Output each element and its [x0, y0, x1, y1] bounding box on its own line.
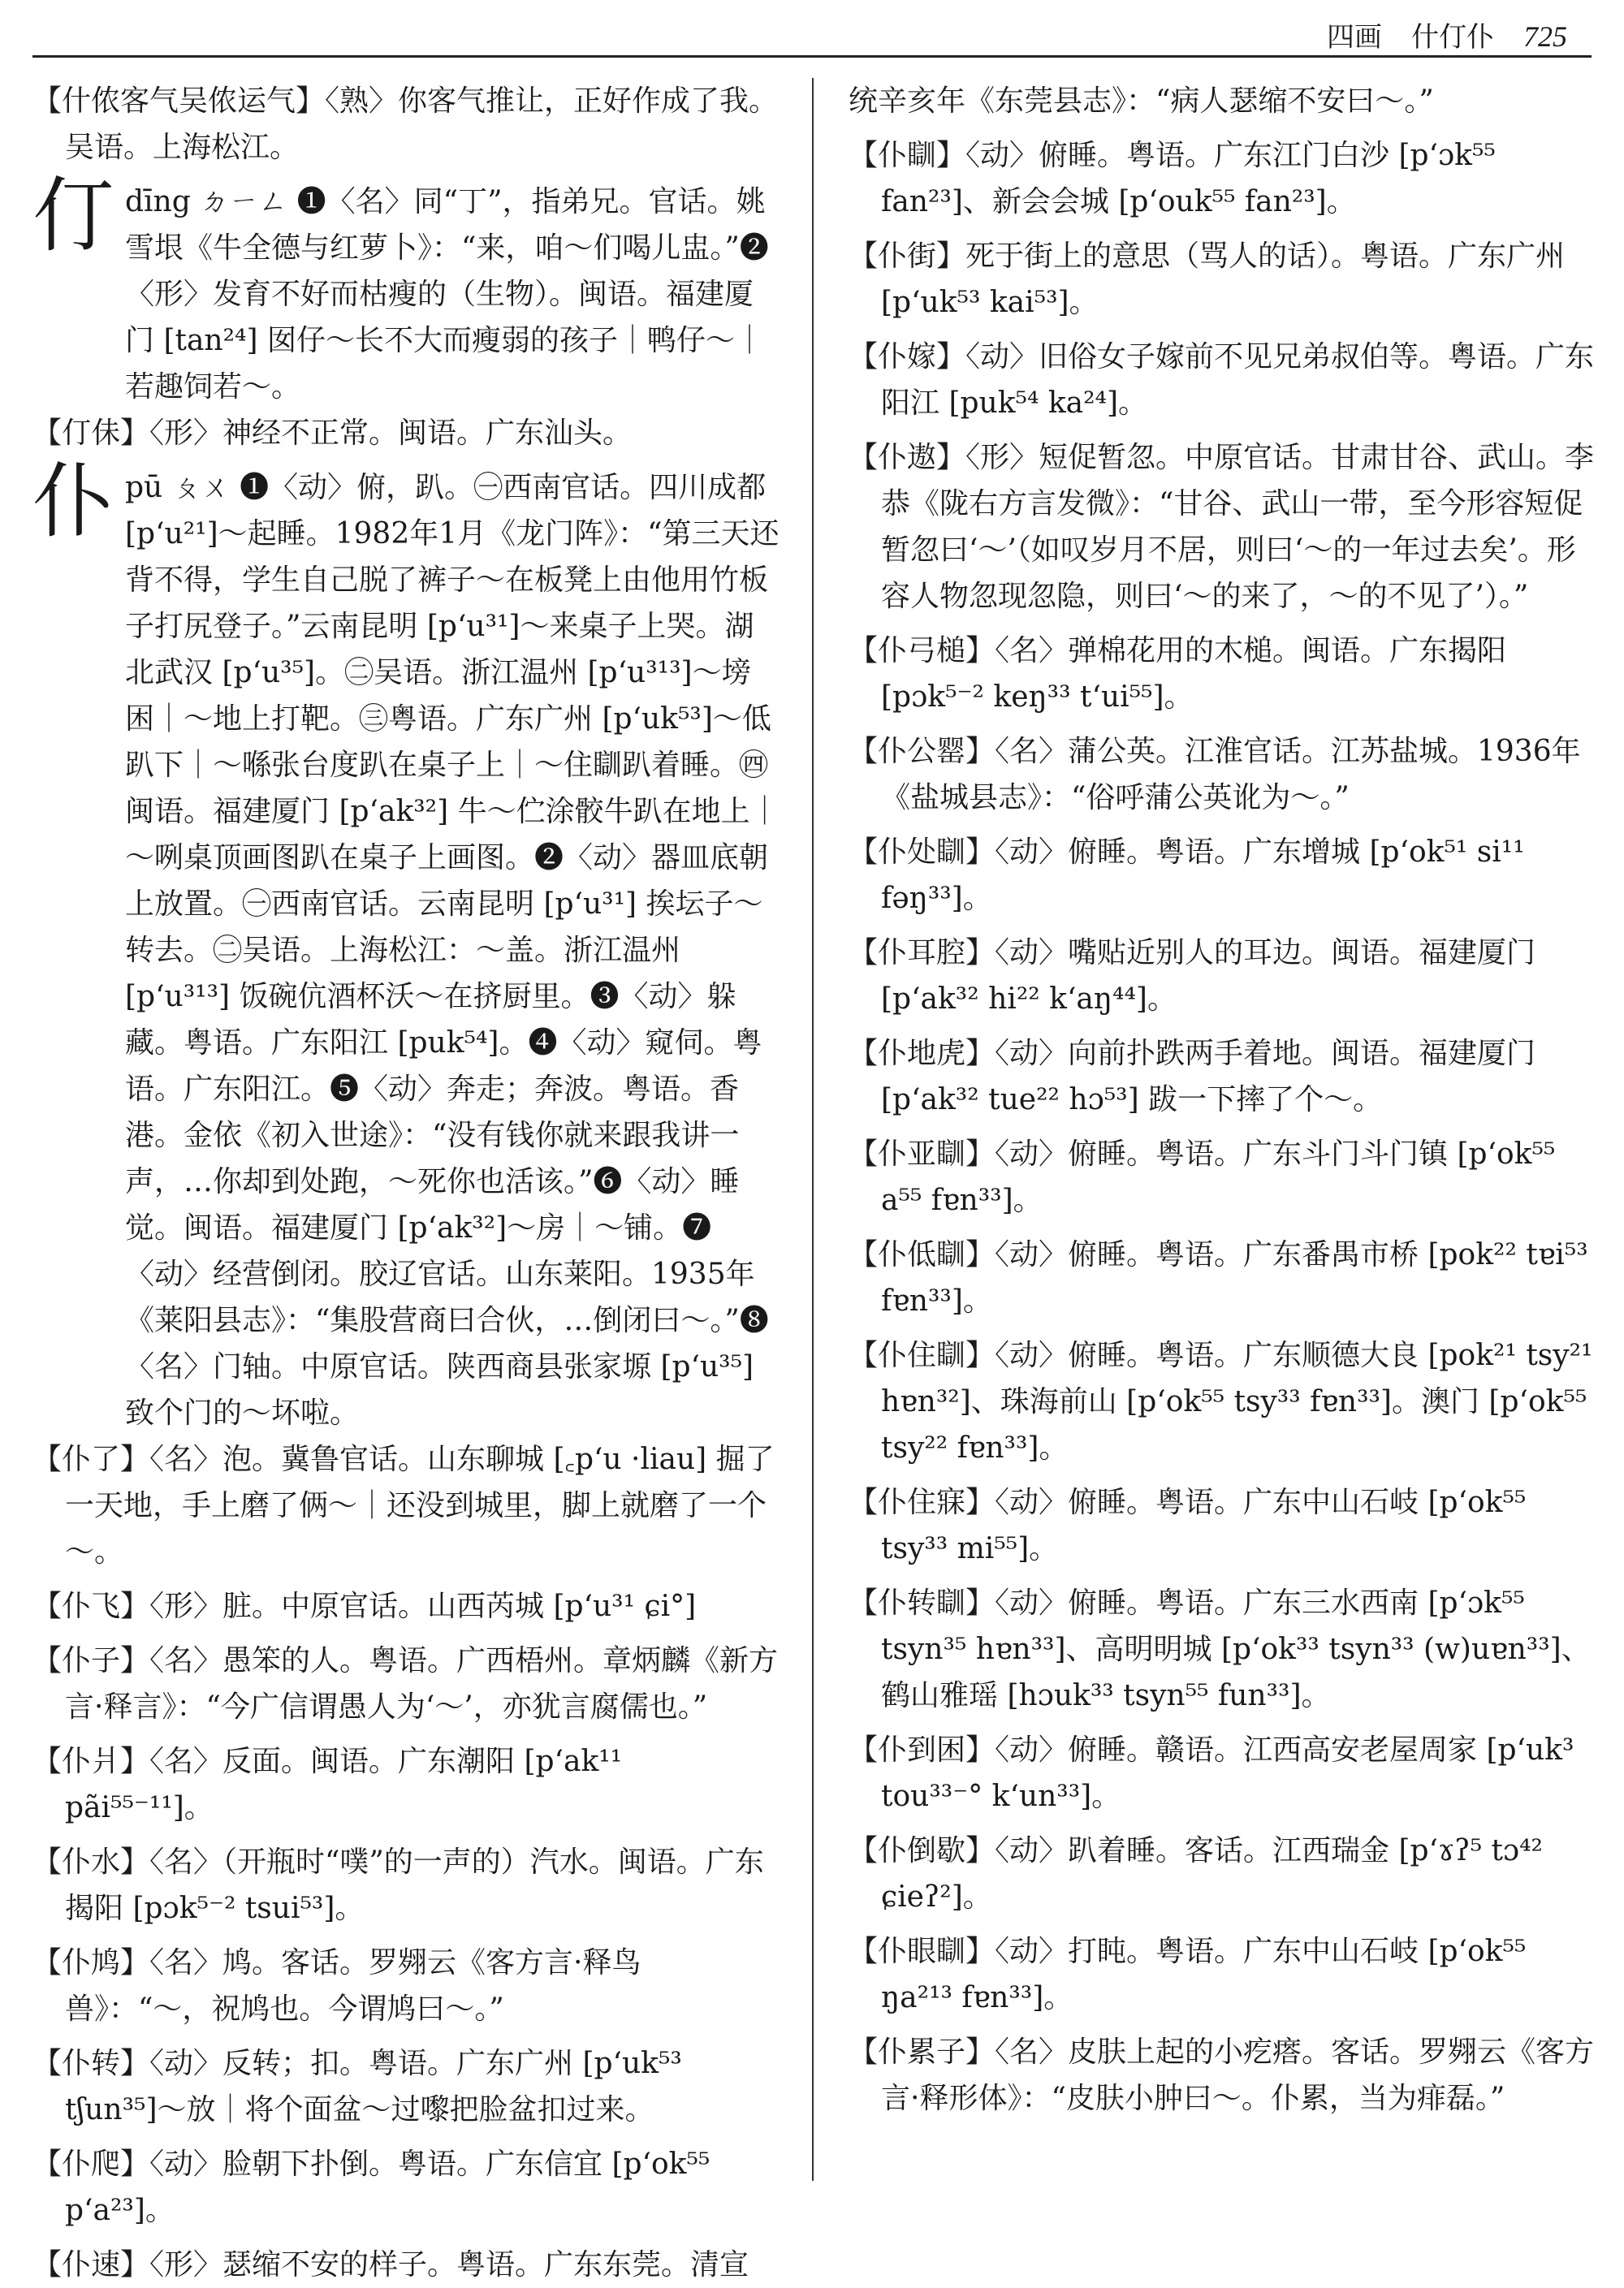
entry: 【仆了】〈名〉泡。冀鲁官话。山东聊城 [꜀pʻu ·liau] 掘了一天地，手上磨了俩～｜还没到城里，脚上就磨了一个～。 — [32, 1443, 775, 1569]
entry: 【仆累子】〈名〉皮肤上起的小疙瘩。客话。罗翙云《客方言·释形体》：“皮肤小肿曰～。仆累，当为痱磊。” — [849, 2035, 1595, 2115]
header-chars: 什仃仆 — [1411, 21, 1494, 54]
page-header — [1327, 15, 1567, 54]
entry: 【什侬客气吴侬运气】〈熟〉你客气推让，正好作成了我。吴语。上海松江。 — [32, 84, 779, 164]
entry: 【仆速】〈形〉瑟缩不安的样子。粤语。广东东莞。清宣 — [32, 2248, 749, 2282]
definition: dīng ㄉㄧㄥ ❶〈名〉同“丁”，指弟兄。官话。姚雪垠《牛全德与红萝卜》：“来，咱～们喝儿盅。”❷〈形〉发育不好而枯瘦的（生物）。闽语。福建厦门 [tan²⁴] 囡仔～长不大而瘦弱的孩子｜鸭仔～｜若趣饲若～。 — [125, 185, 769, 404]
entry: 【仆飞】〈形〉脏。中原官话。山西芮城 [pʻu³¹ ɕi°] — [32, 1590, 697, 1623]
entry: 【仆亚瞓】〈动〉俯睡。粤语。广东斗门斗门镇 [pʻok⁵⁵ a⁵⁵ fɐn³³]。 — [849, 1138, 1556, 1217]
entry: 【仆倒歇】〈动〉趴着睡。客话。江西瑞金 [pʻɤʔ⁵ tɔ⁴² ɕieʔ²]。 — [849, 1834, 1543, 1914]
entry: 【仆子】〈名〉愚笨的人。粤语。广西梧州。章炳麟《新方言·释言》：“今广信谓愚人为‘～’，亦犹言腐儒也。” — [32, 1644, 779, 1724]
entry: 【仆遨】〈形〉短促暂忽。中原官话。甘肃甘谷、武山。李恭《陇右方言发微》：“甘谷、武山一带，至今形容短促暂忽曰‘～’（如叹岁月不居，则曰‘～的一年过去矣’。形容人物忽现忽隐，则曰‘～的来了，～的不见了’）。” — [849, 441, 1595, 613]
entry: 【仆转】〈动〉反转；扣。粤语。广东广州 [pʻuk⁵³ tʃun³⁵]～放｜将个面盆～过嚟把脸盆扣过来。 — [32, 2047, 682, 2126]
section-label: 四画 — [1327, 21, 1382, 54]
entry: 【仆耳腔】〈动〉嘴贴近别人的耳边。闽语。福建厦门 [pʻak³² hi²² kʻaŋ⁴⁴]。 — [849, 936, 1536, 1016]
entry: 【仆鸠】〈名〉鸠。客话。罗翙云《客方言·释鸟兽》：“～，祝鸠也。今谓鸠曰～。” — [32, 1946, 641, 2026]
page-number: 725 — [1523, 20, 1567, 53]
headword-block — [32, 168, 780, 410]
entry: 【仆爬】〈动〉脸朝下扑倒。粤语。广东信宜 [pʻok⁵⁵ pʻa²³]。 — [32, 2148, 710, 2227]
headword-char: 仃 — [32, 168, 114, 263]
definition: pū ㄆㄨ ❶〈动〉俯，趴。㊀西南官话。四川成都 [pʻu²¹]～起睡。1982年1月《龙门阵》：“第三天还背不得，学生自己脱了裤子～在板凳上由他用竹板子打尻登子。”云南昆明 [pʻu³¹]～来桌子上哭。湖北武汉 [pʻu³⁵]。㊁吴语。浙江温州 [pʻu³¹³]～塝困｜～地上打靶。㊂粤语。广东广州 [pʻuk⁵³]～低趴下｜～喺张台度趴在桌子上｜～住瞓趴着睡。㊃闽语。福建厦门 [pʻak³²] 牛～伫涂骹牛趴在地上｜～咧桌顶画图趴在桌子上画图。❷〈动〉器皿底朝上放置。㊀西南官话。云南昆明 [pʻu³¹] 挨坛子～转去。㊁吴语。上海松江：～盖。浙江温州 [pʻu³¹³] 饭碗伉酒杯沃～在挤厨里。❸〈动〉躲藏。粤语。广东阳江 [puk⁵⁴]。❹〈动〉窥伺。粤语。广东阳江。❺〈动〉奔走；奔波。粤语。香港。金依《初入世途》：“没有钱你就来跟我讲一声，…你却到处跑，～死你也活该。”❻〈动〉睡觉。闽语。福建厦门 [pʻak³²]～房｜～铺。❼〈动〉经营倒闭。胶辽官话。山东莱阳。1935年《莱阳县志》：“集股营商曰合伙，…倒闭曰～。”❽〈名〉门轴。中原官话。陕西商县张家塬 [pʻu³⁵] 致个门的～坏啦。 — [125, 471, 780, 1430]
entry: 【仆公罂】〈名〉蒲公英。江淮官话。江苏盐城。1936年《盐城县志》：“俗呼蒲公英讹为～。” — [849, 735, 1581, 814]
entry: 【仃佅】〈形〉神经不正常。闽语。广东汕头。 — [32, 417, 633, 450]
entry: 【仆低瞓】〈动〉俯睡。粤语。广东番禺市桥 [pok²² tɐi⁵³ fɐn³³]。 — [849, 1238, 1588, 1318]
entry: 【仆水】〈名〉（开瓶时“噗”的一声的）汽水。闽语。广东揭阳 [pɔk⁵⁻² tsui⁵³]。 — [32, 1846, 764, 1925]
entry: 【仆住寐】〈动〉俯睡。粤语。广东中山石岐 [pʻok⁵⁵ tsy³³ mi⁵⁵]。 — [849, 1486, 1527, 1565]
headword-block — [32, 454, 780, 1436]
column-divider — [812, 78, 814, 2181]
entry: 【仆眼瞓】〈动〉打盹。粤语。广东中山石岐 [pʻok⁵⁵ ŋa²¹³ fɐn³³]。 — [849, 1935, 1527, 2014]
entry: 【仆到困】〈动〉俯睡。赣语。江西高安老屋周家 [pʻuk³ tou³³⁻° kʻun³³]。 — [849, 1733, 1574, 1813]
header-rule — [32, 55, 1592, 58]
entry: 【仆爿】〈名〉反面。闽语。广东潮阳 [pʻak¹¹ pãi⁵⁵⁻¹¹]。 — [32, 1745, 623, 1824]
entry: 【仆瞓】〈动〉俯睡。粤语。广东江门白沙 [pʻɔk⁵⁵ fan²³]、新会会城 [pʻouk⁵⁵ fan²³]。 — [849, 139, 1496, 218]
entry: 【仆住瞓】〈动〉俯睡。粤语。广东顺德大良 [pok²¹ tsy²¹ hɐn³²]、珠海前山 [pʻok⁵⁵ tsy³³ fɐn³³]。澳门 [pʻok⁵⁵ tsy²² fɐn³³]。 — [849, 1339, 1593, 1465]
headword-char: 仆 — [32, 454, 114, 549]
left-column — [32, 78, 780, 2282]
entry: 【仆街】死于街上的意思（骂人的话）。粤语。广东广州 [pʻuk⁵³ kai⁵³]。 — [849, 240, 1566, 319]
right-column — [849, 78, 1600, 2181]
entry: 【仆弓槌】〈名〉弹棉花用的木槌。闽语。广东揭阳 [pɔk⁵⁻² keŋ³³ tʻui⁵⁵]。 — [849, 634, 1507, 714]
entry: 【仆地虎】〈动〉向前扑跌两手着地。闽语。福建厦门 [pʻak³² tue²² hɔ⁵³] 跋一下摔了个～。 — [849, 1037, 1536, 1116]
entry: 【仆转瞓】〈动〉俯睡。粤语。广东三水西南 [pʻɔk⁵⁵ tsyn³⁵ hɐn³³]、高明明城 [pʻok³³ tsyn³³ (w)uɐn³³]、鹤山雅瑶 [hɔuk³³ tsyn⁵⁵ fun³³]。 — [849, 1586, 1591, 1712]
entry: 【仆嫁】〈动〉旧俗女子嫁前不见兄弟叔伯等。粤语。广东阳江 [puk⁵⁴ ka²⁴]。 — [849, 340, 1595, 420]
entry: 【仆处瞓】〈动〉俯睡。粤语。广东增城 [pʻok⁵¹ si¹¹ fəŋ³³]。 — [849, 835, 1525, 915]
entry-continued: 统辛亥年《东莞县志》：“病人瑟缩不安曰～。” — [849, 84, 1434, 118]
